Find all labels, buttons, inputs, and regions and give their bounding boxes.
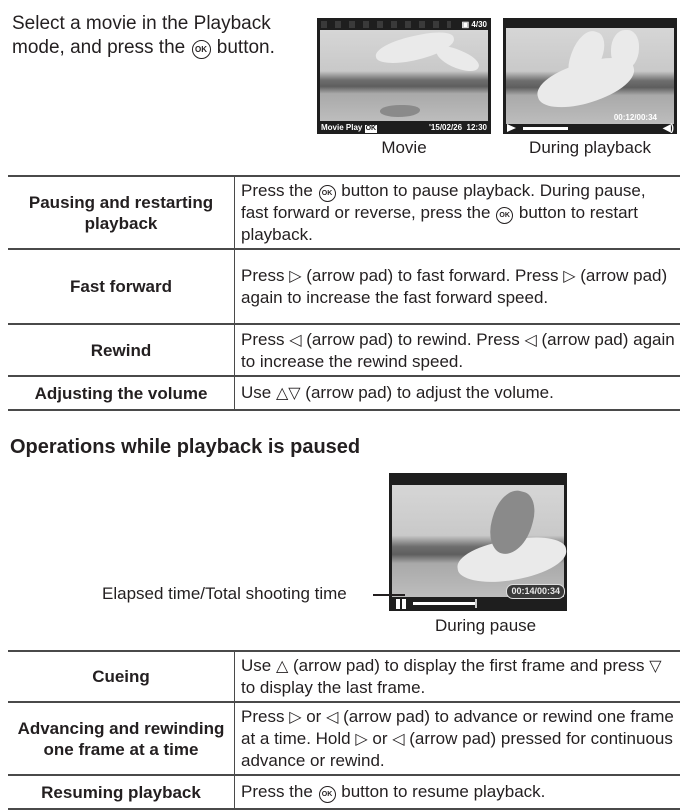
progress-bar xyxy=(413,602,475,605)
frame-counter: ▣ 4/30 xyxy=(461,20,487,29)
progress-handle xyxy=(475,599,477,608)
memory-card-icon: ▣ xyxy=(461,20,470,29)
arrow-left-icon: ◁ xyxy=(392,731,405,748)
caption-during-pause: During pause xyxy=(435,616,537,635)
pause-icon xyxy=(396,599,400,609)
playback-operations-table xyxy=(8,175,680,411)
movie-thumbnail xyxy=(317,18,491,134)
play-icon xyxy=(507,124,516,132)
ok-button-icon: OK xyxy=(319,786,336,803)
row-label: Adjusting the volume xyxy=(8,376,235,410)
table-row xyxy=(8,324,680,376)
seagull-wing xyxy=(611,30,639,70)
progress-bar xyxy=(523,127,568,130)
intro-instruction xyxy=(12,12,312,60)
arrow-up-down-icon: △▽ xyxy=(275,385,301,402)
row-label: Rewind xyxy=(8,324,235,376)
caption-during-playback: During playback xyxy=(529,138,651,157)
pause-frame-image xyxy=(392,485,564,597)
intro-text: Select a movie in the Playback mode, and press the xyxy=(12,13,271,58)
ok-button-icon: OK xyxy=(192,40,211,59)
callout-leader-line xyxy=(373,594,405,596)
row-description: Use △ (arrow pad) to display the first frame and press ▽ to display the last frame. xyxy=(235,651,681,702)
row-description: Press ▷ or ◁ (arrow pad) to advance or rewind one frame at a time. Hold ▷ or ◁ (arrow pad) pressed for continuous advance or rewind. xyxy=(235,702,681,775)
elapsed-time: 00:14/00:34 xyxy=(506,584,565,599)
arrow-right-icon: ▷ xyxy=(289,709,302,726)
arrow-up-icon: △ xyxy=(275,658,289,675)
table-row xyxy=(8,376,680,410)
row-label: Fast forward xyxy=(8,249,235,324)
arrow-down-icon: ▽ xyxy=(649,658,662,675)
caption-movie: Movie xyxy=(381,138,427,157)
arrow-right-icon: ▷ xyxy=(355,731,368,748)
intro-text-end: button. xyxy=(216,37,275,58)
arrow-left-icon: ◁ xyxy=(326,709,339,726)
seagull-shape xyxy=(433,41,481,76)
row-description: Press ▷ (arrow pad) to fast forward. Press ▷ (arrow pad) again to increase the fast forward speed. xyxy=(235,249,681,324)
seagull-reflection xyxy=(380,105,420,117)
pause-icon-bar xyxy=(402,599,406,609)
table-row xyxy=(8,176,680,249)
movie-frame-image xyxy=(320,30,488,121)
elapsed-time-callout: Elapsed time/Total shooting time xyxy=(102,584,347,603)
arrow-left-icon: ◁ xyxy=(524,331,537,349)
table-row xyxy=(8,651,680,702)
row-label: Advancing and rewinding one frame at a time xyxy=(8,702,235,775)
row-description: Use △▽ (arrow pad) to adjust the volume. xyxy=(235,376,681,410)
arrow-left-icon: ◁ xyxy=(289,331,302,349)
row-label: Pausing and restarting playback xyxy=(8,176,235,249)
paused-operations-table xyxy=(8,650,680,810)
row-description: Press ◁ (arrow pad) to rewind. Press ◁ (arrow pad) again to increase the rewind speed. xyxy=(235,324,681,376)
ok-button-icon: OK xyxy=(496,207,513,224)
speaker-icon: ◀) xyxy=(662,123,674,134)
ok-button-icon: OK xyxy=(319,185,336,202)
playback-frame-image xyxy=(506,28,674,124)
row-description: Press the OK button to pause playback. During pause, fast forward or reverse, press the OK button to restart playback. xyxy=(235,176,681,249)
ok-badge: OK xyxy=(365,125,377,132)
table-row xyxy=(8,249,680,324)
row-label: Cueing xyxy=(8,651,235,702)
table-row xyxy=(8,775,680,809)
elapsed-time: 00:12/00:34 xyxy=(613,113,657,122)
row-label: Resuming playback xyxy=(8,775,235,809)
playback-thumbnail xyxy=(503,18,677,134)
row-description: Press the OK button to resume playback. xyxy=(235,775,681,809)
arrow-right-icon: ▷ xyxy=(563,268,576,285)
movie-status-bar: Movie Play OK '15/02/26 12:30 xyxy=(321,123,487,132)
film-strip-decoration xyxy=(321,21,451,28)
section-heading: Operations while playback is paused xyxy=(10,436,361,458)
arrow-right-icon: ▷ xyxy=(289,268,302,285)
pause-thumbnail xyxy=(389,473,567,611)
table-row xyxy=(8,702,680,775)
